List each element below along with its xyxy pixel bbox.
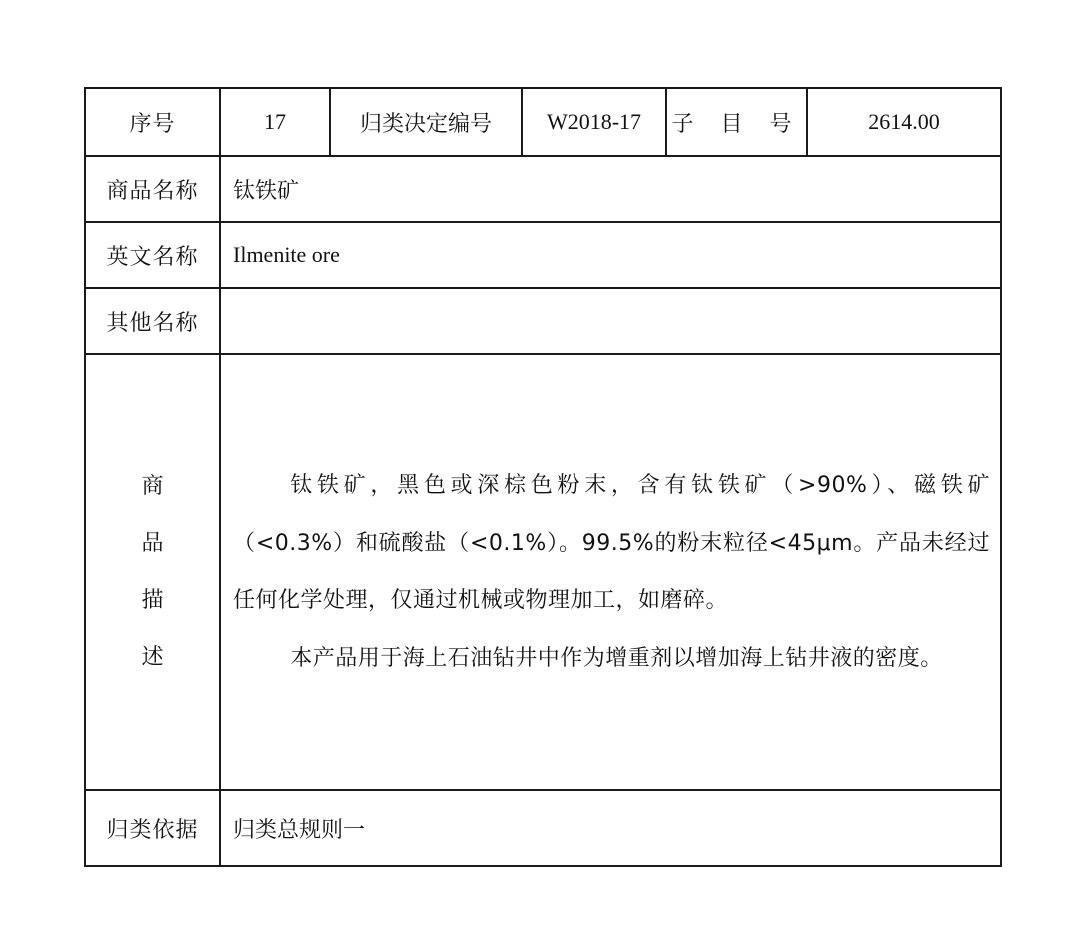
description-paragraph: 本产品用于海上石油钻井中作为增重剂以增加海上钻井液的密度。 — [290, 645, 943, 671]
product-name-row — [85, 156, 1001, 222]
product-name-value: 钛铁矿 — [220, 156, 1001, 222]
description-label-char: 述 — [141, 645, 164, 670]
description-row — [85, 354, 1001, 790]
decision-no-value: W2018-17 — [522, 88, 666, 156]
description-label-char: 描 — [141, 588, 164, 613]
description-label-char: 品 — [141, 531, 164, 556]
other-names-label: 其他名称 — [85, 288, 220, 354]
description-text — [220, 354, 1001, 790]
description-label — [85, 354, 220, 790]
basis-row — [85, 790, 1001, 866]
seq-value: 17 — [220, 88, 330, 156]
seq-label: 序号 — [85, 88, 220, 156]
basis-value: 归类总规则一 — [220, 790, 1001, 866]
description-paragraph: 钛铁矿，黑色或深棕色粉末，含有钛铁矿（>90%）、磁铁矿（<0.3%）和硫酸盐（<0.1%）。99.5%的粉末粒径<45μm。产品未经过任何化学处理，仅通过机械或物理加工，如磨碎。 — [233, 473, 990, 613]
classification-ruling-table — [84, 87, 1002, 867]
english-name-row — [85, 222, 1001, 288]
english-name-label: 英文名称 — [85, 222, 220, 288]
header-row — [85, 88, 1001, 156]
basis-label: 归类依据 — [85, 790, 220, 866]
classification-ruling-document — [84, 87, 1000, 860]
subheading-label: 子 目 号 — [666, 88, 807, 156]
decision-no-label: 归类决定编号 — [330, 88, 522, 156]
english-name-value: Ilmenite ore — [220, 222, 1001, 288]
subheading-value: 2614.00 — [807, 88, 1001, 156]
product-name-label: 商品名称 — [85, 156, 220, 222]
other-names-row — [85, 288, 1001, 354]
other-names-value — [220, 288, 1001, 354]
description-label-char: 商 — [141, 474, 164, 499]
